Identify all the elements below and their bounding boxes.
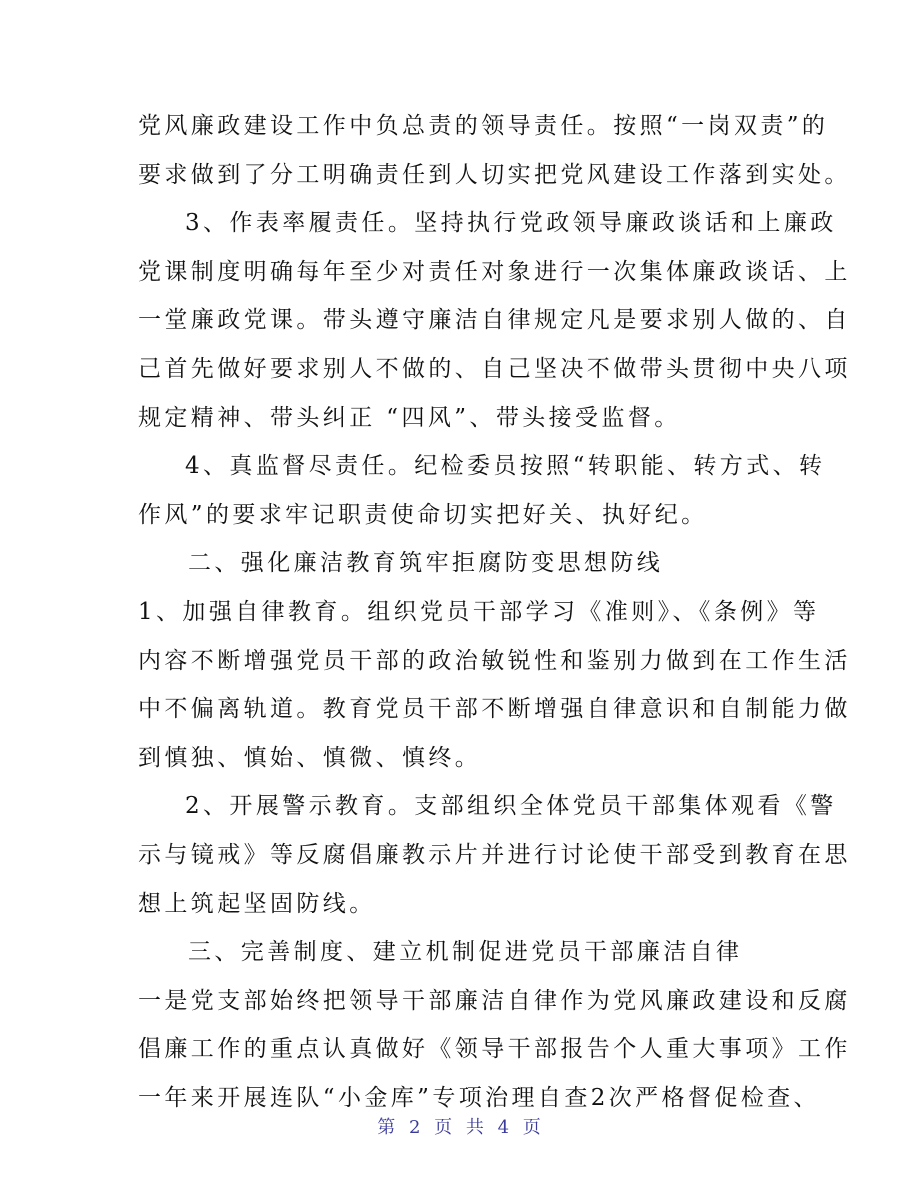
text-line: 规定精神、带头纠正 “四风”、带头接受监督。 bbox=[138, 404, 681, 431]
text-line: 党风廉政建设工作中负总责的领导责任。按照“一岗双责”的 bbox=[138, 113, 829, 139]
text-line: 党课制度明确每年至少对责任对象进行一次集体廉政谈话、上 bbox=[138, 258, 851, 285]
text-line: 中不偏离轨道。教育党员干部不断增强自律意识和自制能力做 bbox=[138, 696, 851, 723]
section-heading: 三、完善制度、建立机制促进党员干部廉洁自律 bbox=[188, 939, 743, 966]
text-line: 2、开展警示教育。支部组织全体党员干部集体观看《警 bbox=[185, 793, 837, 820]
text-line: 到慎独、慎始、慎微、慎终。 bbox=[138, 744, 482, 771]
section-heading: 二、强化廉洁教育筑牢拒腐防变思想防线 bbox=[188, 550, 664, 577]
text-line: 内容不断增强党员干部的政治敏锐性和鉴别力做到在工作生活 bbox=[138, 647, 851, 674]
text-line: 要求做到了分工明确责任到人切实把党风建设工作落到实处。 bbox=[138, 161, 851, 188]
text-line: 倡廉工作的重点认真做好《领导干部报告个人重大事项》工作 bbox=[138, 1036, 851, 1063]
text-line: 3、作表率履责任。坚持执行党政领导廉政谈话和上廉政 bbox=[185, 210, 837, 237]
page-number-footer: 第 2 页 共 4 页 bbox=[377, 1117, 543, 1138]
text-line: 一堂廉政党课。带头遵守廉洁自律规定凡是要求别人做的、自 bbox=[138, 307, 851, 334]
text-line: 示与镜戒》等反腐倡廉教示片并进行讨论使干部受到教育在思 bbox=[138, 841, 851, 868]
document-body bbox=[138, 102, 851, 1122]
text-line: 作风”的要求牢记职责使命切实把好关、执好纪。 bbox=[138, 501, 708, 528]
text-line: 4、真监督尽责任。纪检委员按照“转职能、转方式、转 bbox=[185, 453, 826, 480]
text-line: 一年来开展连队“小金库”专项治理自查2次严格督促检查、 bbox=[138, 1084, 820, 1111]
text-line: 己首先做好要求别人不做的、自己坚决不做带头贯彻中央八项 bbox=[138, 355, 851, 382]
text-line: 想上筑起坚固防线。 bbox=[138, 890, 376, 917]
text-line: 一是党支部始终把领导干部廉洁自律作为党风廉政建设和反腐 bbox=[138, 987, 851, 1014]
text-line: 1、加强自律教育。组织党员干部学习《准则》、《条例》等 bbox=[138, 598, 820, 625]
